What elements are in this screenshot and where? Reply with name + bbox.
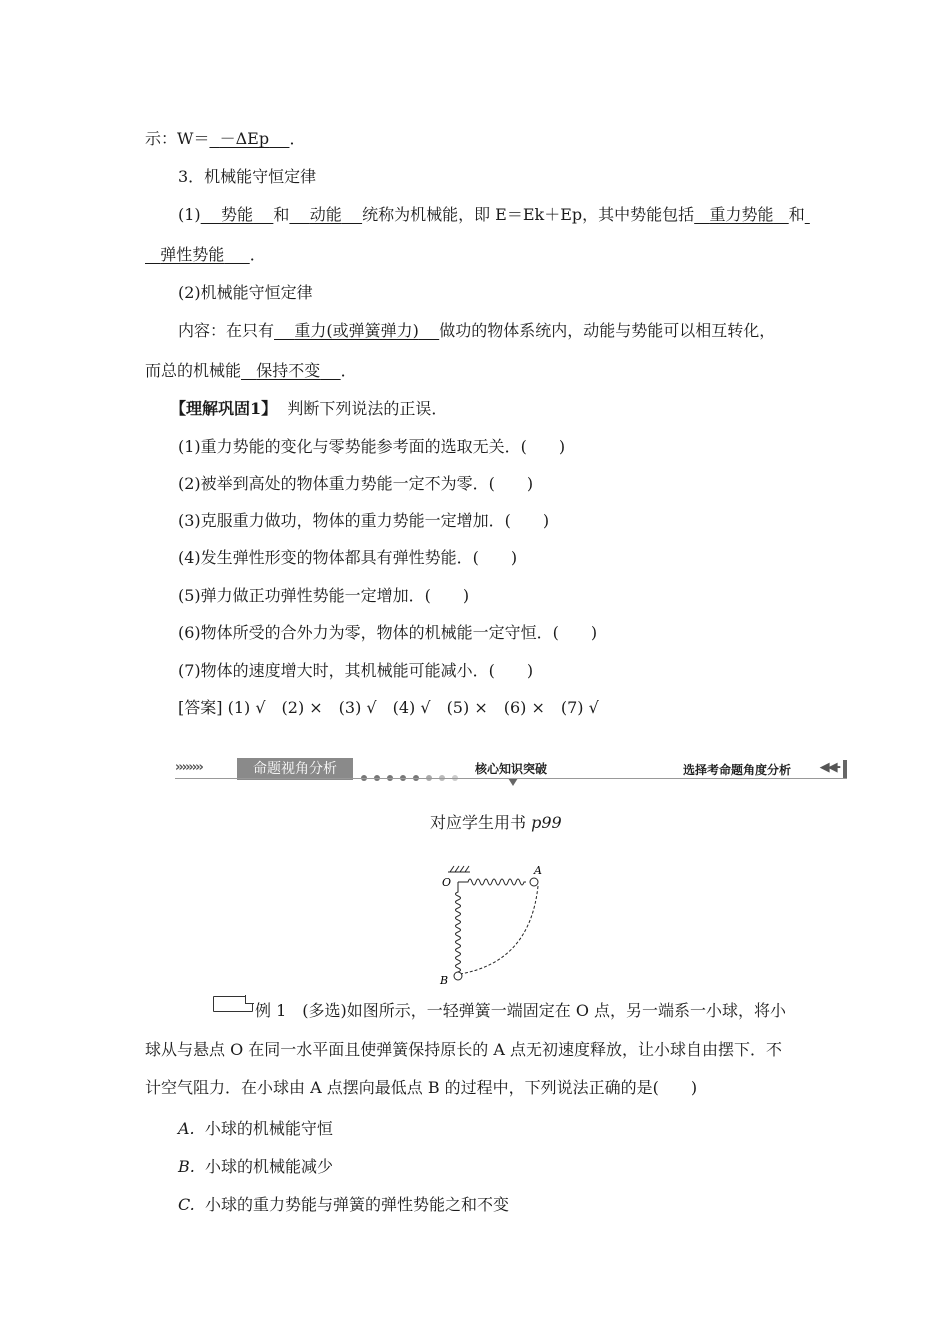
ceiling-hatch: [448, 866, 470, 872]
section-heading: 3．机械能守恒定律: [178, 167, 317, 186]
text-line-p2: (2)机械能守恒定律: [178, 283, 313, 302]
text-line-p1b: [145, 244, 266, 266]
blank-baochi: [241, 361, 341, 380]
question-5: (5)弹力做正功弹性势能一定增加．( ): [178, 586, 470, 605]
p1-c: 和: [273, 205, 290, 224]
arrow-left-icon: ◀◀-: [819, 760, 839, 775]
line1-suffix: ．: [289, 129, 306, 148]
option-a-key: A.: [178, 1119, 195, 1138]
label-o: O: [442, 876, 452, 889]
line1-prefix: 示：W＝: [145, 129, 210, 148]
banner-tag: 命题视角分析: [237, 758, 353, 780]
reference-page: p99: [531, 813, 562, 832]
question-3: (3)克服重力做功，物体的重力势能一定增加．( ): [178, 511, 550, 530]
option-b: [178, 1156, 333, 1178]
p3-c: 做功的物体系统内，动能与势能可以相互转化，: [439, 321, 776, 340]
question-6: (6)物体所受的合外力为零，物体的机械能一定守恒．( ): [178, 623, 598, 642]
ball-path-dashed: [460, 886, 538, 974]
p1-d: 统称为机械能，即 E＝Ek＋Ep，其中势能包括: [362, 205, 695, 224]
ball-b: [454, 972, 462, 980]
example-line-3: 计空气阻力．在小球由 A 点摆向最低点 B 的过程中，下列说法正确的是( ): [145, 1078, 698, 1097]
blank-tanxing: [145, 245, 250, 264]
blank-text: －ΔEp: [219, 129, 270, 148]
reference-text: 对应学生用书: [430, 813, 532, 832]
p1-f: ．: [249, 245, 266, 264]
section-banner: [175, 758, 847, 780]
exercise-intro: 判断下列说法的正误．: [287, 399, 448, 418]
blank-zhongli-tanli-text: 重力(或弹簧弹力): [294, 321, 419, 340]
text-line-p4: [145, 360, 357, 382]
blank-dongneng: [289, 205, 362, 224]
option-c-text: 小球的重力势能与弹簧的弹性势能之和不变: [204, 1195, 509, 1214]
text-line-1: [145, 128, 305, 150]
option-c: [178, 1194, 509, 1216]
option-b-key: B.: [178, 1157, 195, 1176]
triangle-down-icon: [508, 778, 518, 786]
option-a: [178, 1118, 333, 1140]
dots-decoration: [361, 766, 465, 785]
blank-dongneng-text: 动能: [309, 205, 342, 224]
option-a-text: 小球的机械能守恒: [204, 1119, 333, 1138]
question-7: (7)物体的速度增大时，其机械能可能减小．( ): [178, 661, 534, 680]
blank-end-mark: [805, 205, 810, 224]
blank-tanxing-text: 弹性势能: [160, 245, 225, 264]
banner-right-label: 选择考命题角度分析: [682, 763, 791, 777]
answer-blank: [209, 129, 289, 148]
p1-a: (1): [178, 205, 201, 224]
exercise-label: 【理解巩固1】: [170, 399, 278, 418]
blank-shineng-text: 势能: [221, 205, 254, 224]
label-a: A: [534, 864, 542, 877]
blank-shineng: [201, 205, 274, 224]
answer-line: [答案] (1) √ (2) × (3) √ (4) √ (5) × (6) × (7) √: [178, 698, 599, 717]
banner-end-bar: [843, 760, 847, 778]
horizontal-spring: [458, 879, 526, 885]
example-tag-icon: [213, 996, 253, 1012]
p4-c: ．: [340, 361, 357, 380]
text-line-p3: [178, 320, 775, 342]
p4-a: 而总的机械能: [145, 361, 242, 380]
double-chevron-right-icon: ››››››››: [175, 760, 202, 775]
ball-a: [530, 878, 538, 886]
question-1: (1)重力势能的变化与零势能参考面的选取无关．( ): [178, 437, 566, 456]
banner-middle-label: 核心知识突破: [475, 762, 548, 776]
text-line-p1: [178, 204, 810, 226]
spring-pendulum-figure: [430, 862, 550, 990]
question-2: (2)被举到高处的物体重力势能一定不为零．( ): [178, 474, 534, 493]
question-4: (4)发生弹性形变的物体都具有弹性势能．( ): [178, 548, 518, 567]
blank-zhongli: [694, 205, 789, 224]
blank-zhongli-text: 重力势能: [709, 205, 774, 224]
label-b: B: [440, 974, 449, 987]
exercise-heading: [170, 398, 447, 420]
example-line-2: 球从与悬点 O 在同一水平面且使弹簧保持原长的 A 点无初速度释放，让小球自由摆下．不: [145, 1040, 783, 1059]
p3-a: 内容：在只有: [178, 321, 275, 340]
example-line-1: 例 1 (多选)如图所示，一轻弹簧一端固定在 O 点，另一端系一小球，将小: [255, 1001, 787, 1020]
blank-zhongli-tanli: [274, 321, 439, 340]
p1-e: 和: [788, 205, 805, 224]
reference-line: [430, 812, 562, 834]
option-b-text: 小球的机械能减少: [205, 1157, 334, 1176]
option-c-key: C.: [178, 1195, 195, 1214]
banner-rule: [175, 778, 847, 779]
blank-baochi-text: 保持不变: [256, 361, 321, 380]
vertical-spring: [456, 882, 461, 974]
